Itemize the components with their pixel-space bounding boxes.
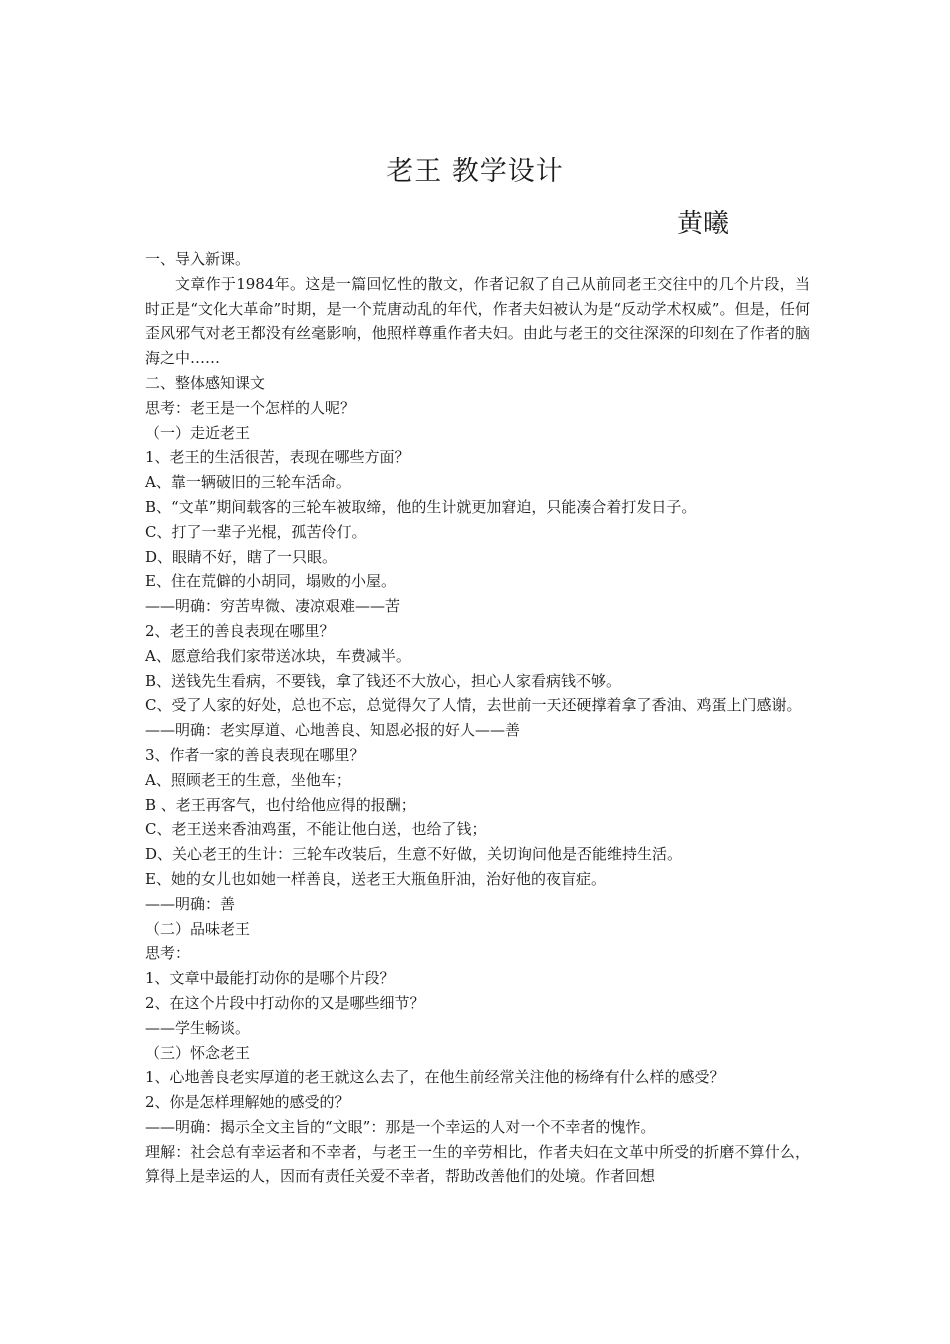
conclusion-3: ——明确：善 [145,894,236,913]
remember-question-2: 2、你是怎样理解她的感受的？ [145,1093,350,1112]
question-2: 2、老王的善良表现在哪里？ [145,621,335,640]
question-3: 3、作者一家的善良表现在哪里？ [145,745,365,764]
savor-note: ——学生畅谈。 [145,1018,251,1037]
answer-3a: A、照顾老王的生意，坐他车； [145,770,351,789]
remember-question-1: 1、心地善良老实厚道的老王就这么去了，在他生前经常关注他的杨绛有什么样的感受？ [145,1068,725,1087]
document-title: 老王 教学设计 [386,156,564,187]
part-heading-savor: （二）品味老王 [145,919,251,938]
section-heading-intro: 一、导入新课。 [145,250,251,268]
document-body [145,247,810,1189]
savor-question-1: 1、文章中最能打动你的是哪个片段？ [145,969,395,988]
answer-3b: B 、老王再客气，也付给他应得的报酬； [145,795,416,814]
remember-understanding: 理解：社会总有幸运者和不幸者，与老王一生的辛劳相比，作者夫妇在文革中所受的折磨不算什么，算得上是幸运的人，因而有责任关爱不幸者，帮助改善他们的处境。作者回想 [145,1142,810,1186]
answer-3c: C、老王送来香油鸡蛋，不能让他白送，也给了钱； [145,820,487,839]
question-1: 1、老王的生活很苦，表现在哪些方面？ [145,448,410,467]
section-heading-overview: 二、整体感知课文 [145,373,266,392]
part-heading-approach: （一）走近老王 [145,423,251,442]
answer-1d: D、眼睛不好，瞎了一只眼。 [145,547,338,566]
answer-2b: B、送钱先生看病，不要钱，拿了钱还不大放心，担心人家看病钱不够。 [145,671,622,690]
answer-3d: D、关心老王的生计：三轮车改装后，生意不好做，关切询问他是否能维持生活。 [145,845,683,864]
savor-question-2: 2、在这个片段中打动你的又是哪些细节？ [145,993,425,1012]
answer-1c: C、打了一辈子光棍，孤苦伶仃。 [145,522,367,541]
conclusion-2: ——明确：老实厚道、心地善良、知恩必报的好人——善 [145,721,521,740]
answer-1b: B、“文革”期间载客的三轮车被取缔，他的生计就更加窘迫，只能凑合着打发日子。 [145,497,697,516]
part-heading-remember: （三）怀念老王 [145,1043,251,1062]
conclusion-1: ——明确：穷苦卑微、凄凉艰难——苦 [145,597,401,616]
answer-1e: E、住在荒僻的小胡同，塌败的小屋。 [145,572,396,591]
answer-1a: A、靠一辆破旧的三轮车活命。 [145,473,351,492]
overview-question: 思考：老王是一个怎样的人呢？ [145,398,356,417]
answer-2c: C、受了人家的好处，总也不忘，总觉得欠了人情，去世前一天还硬撑着拿了香油、鸡蛋上门感谢。 [145,696,802,715]
document-author: 黄曦 [677,209,730,239]
savor-think-label: 思考： [145,944,191,963]
answer-3e: E、她的女儿也如她一样善良，送老王大瓶鱼肝油，治好他的夜盲症。 [145,869,606,888]
remember-conclusion: ——明确：揭示全文主旨的“文眼”：那是一个幸运的人对一个不幸者的愧怍。 [145,1117,656,1136]
answer-2a: A、愿意给我们家带送冰块，车费减半。 [145,646,411,665]
intro-paragraph: 文章作于1984年。这是一篇回忆性的散文，作者记叙了自己从前同老王交往中的几个片段，当时正是“文化大革命”时期，是一个荒唐动乱的年代，作者夫妇被认为是“反动学术权威”。但是，任何歪风邪气对老王都没有丝毫影响，他照样尊重作者夫妇。由此与老王的交往深深的印刻在了作者的脑海之中…… [145,274,810,368]
